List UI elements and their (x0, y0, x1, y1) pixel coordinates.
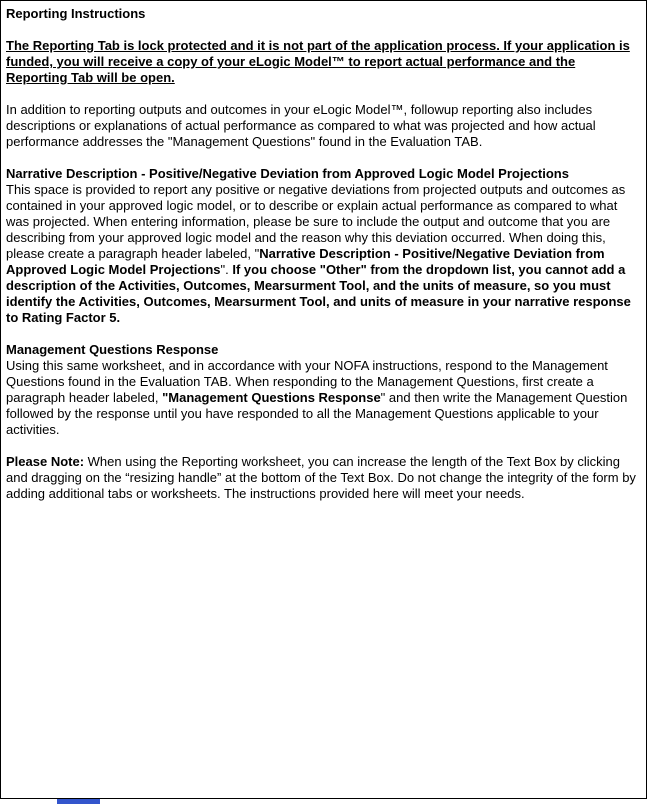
management-body-text: " and then write the Management Question followed by the response until you have responded to all the Management Questions applicable to your activities. (6, 390, 628, 437)
management-body-text: Using this same worksheet, and in accordance with your NOFA instructions, respond to the Management Questions found in the Evaluation TAB. When responding to the Management Questions, first create a paragraph header labeled, (6, 358, 608, 405)
narrative-section-header: Narrative Description - Positive/Negative Deviation from Approved Logic Model Projections (6, 166, 569, 181)
narrative-body-text: ". (220, 262, 233, 277)
management-section-header: Management Questions Response (6, 342, 219, 357)
management-body-bold-label: "Management Questions Response (162, 390, 381, 405)
please-note-paragraph (6, 454, 636, 502)
narrative-body-bold-label: Narrative Description - Positive/Negative Deviation from Approved Logic Model Projections (6, 246, 605, 277)
intro-paragraph: In addition to reporting outputs and outcomes in your eLogic Model™, followup reporting also includes descriptions or explanations of actual performance as compared to what was projected and how actual performance addresses the "Management Questions" found in the Evaluation TAB. (6, 102, 596, 149)
lock-protected-notice: The Reporting Tab is lock protected and it is not part of the application process. If your application is funded, you will receive a copy of your eLogic Model™ to report actual performance and the Reporting Tab will be open. (6, 38, 630, 85)
narrative-section-body (6, 182, 636, 326)
please-note-text: When using the Reporting worksheet, you can increase the length of the Text Box by clicking and dragging on the “resizing handle” at the bottom of the Text Box. Do not change the integrity of the form by adding additional tabs or worksheets. The instructions provided here will meet your needs. (6, 454, 636, 501)
sheet-tab-remnant[interactable] (57, 799, 100, 804)
narrative-body-bold-warning: If you choose "Other" from the dropdown list, you cannot add a description of the Activities, Outcomes, Mearsurment Tool, and the units of measure, so you must identify the Activities, Outcomes, Mearsurment Tool, and units of measure in your narrative response to Rating Factor 5. (6, 262, 631, 325)
page-title: Reporting Instructions (6, 6, 146, 21)
narrative-body-text: This space is provided to report any positive or negative deviations from projected outputs and outcomes as contained in your approved logic model, or to describe or explain actual performance as compared to what was projected. When entering information, please be sure to include the output and outcome that you are describing from your approved logic model and the reason why this deviation occurred. When doing this, please create a paragraph header labeled, " (6, 182, 626, 261)
management-section-body (6, 358, 636, 438)
please-note-label: Please Note: (6, 454, 85, 469)
